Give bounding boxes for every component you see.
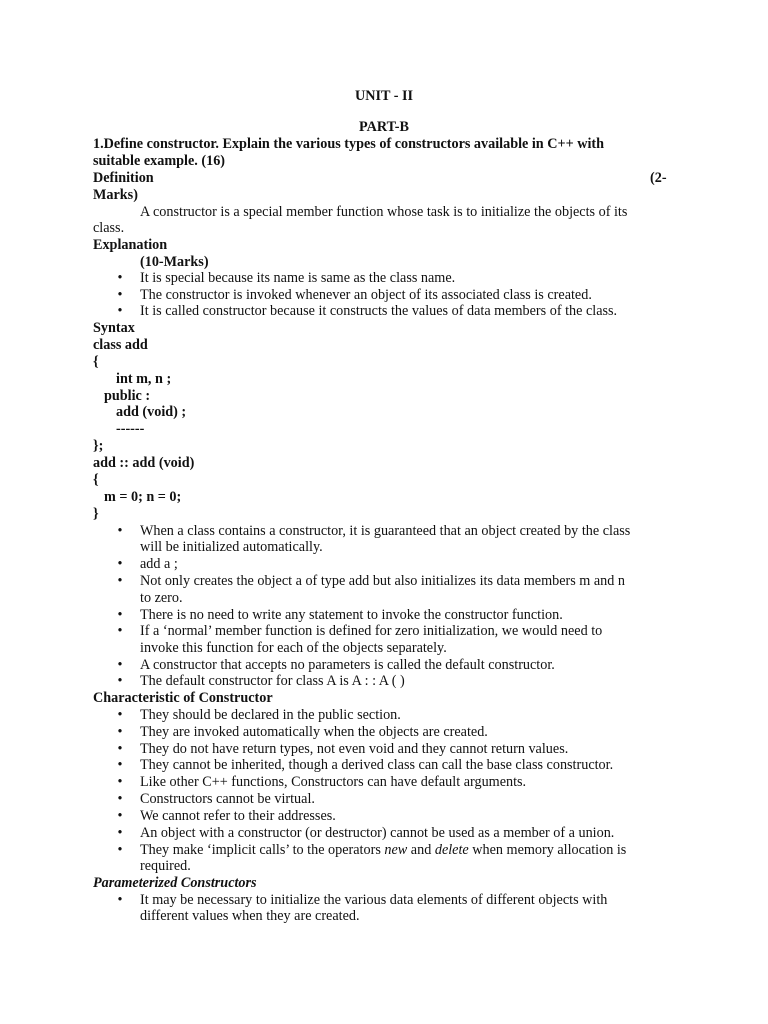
code-line: m = 0; n = 0; [104, 489, 182, 505]
bullet-marker: • [117, 270, 123, 286]
bullet-marker: • [117, 607, 123, 623]
bullet-marker: • [117, 892, 123, 908]
characteristic-item: They should be declared in the public section. [140, 707, 401, 723]
note-line: to zero. [140, 590, 183, 606]
code-line: { [93, 472, 99, 488]
explanation-point: It is called constructor because it constructs the values of data members of the class. [140, 303, 618, 319]
implicit-text-b: when memory allocation is [468, 842, 627, 858]
code-line: { [93, 354, 99, 370]
implicit-calls-line-2: required. [140, 858, 191, 874]
parameterized-heading: Parameterized Constructors [93, 875, 257, 891]
characteristic-item: An object with a constructor (or destructor) cannot be used as a member of a union. [140, 825, 615, 841]
question-line-1: 1.Define constructor. Explain the various types of constructors available in C++ with [93, 136, 605, 152]
question-line-2: suitable example. (16) [93, 153, 226, 169]
bullet-marker: • [117, 657, 123, 673]
definition-marks-b: Marks) [93, 187, 138, 203]
note-line: When a class contains a constructor, it is guaranteed that an object created by the class [140, 523, 631, 539]
bullet-marker: • [117, 791, 123, 807]
note-line: invoke this function for each of the objects separately. [140, 640, 447, 656]
explanation-point: It is special because its name is same as the class name. [140, 270, 456, 286]
delete-keyword: delete [434, 842, 469, 858]
code-line: class add [93, 337, 148, 353]
bullet-marker: • [117, 573, 123, 589]
explanation-marks: (10-Marks) [140, 254, 209, 270]
implicit-and: and [407, 842, 435, 858]
unit-title: UNIT - II [354, 88, 414, 104]
part-title: PART-B [359, 119, 409, 135]
bullet-marker: • [117, 303, 123, 319]
characteristic-item: They are invoked automatically when the objects are created. [140, 724, 488, 740]
param-line-1: It may be necessary to initialize the various data elements of different objects with [140, 892, 608, 908]
bullet-marker: • [117, 623, 123, 639]
code-line: }; [93, 438, 104, 454]
explanation-point: The constructor is invoked whenever an object of its associated class is created. [140, 287, 592, 303]
bullet-marker: • [117, 741, 123, 757]
code-line: public : [104, 388, 151, 404]
note-line: There is no need to write any statement to invoke the constructor function. [140, 607, 563, 623]
note-line: will be initialized automatically. [140, 539, 323, 555]
definition-text-1: A constructor is a special member function whose task is to initialize the objects of its [140, 204, 628, 220]
bullet-marker: • [117, 842, 123, 858]
implicit-calls-line [140, 842, 626, 859]
param-line-2: different values when they are created. [140, 908, 360, 924]
characteristic-item: They do not have return types, not even void and they cannot return values. [140, 741, 569, 757]
definition-heading: Definition [93, 170, 154, 186]
bullet-marker: • [117, 556, 123, 572]
characteristic-item: Like other C++ functions, Constructors can have default arguments. [140, 774, 527, 790]
note-line: add a ; [140, 556, 178, 572]
code-line: } [93, 506, 99, 522]
explanation-heading: Explanation [93, 237, 168, 253]
characteristic-heading: Characteristic of Constructor [93, 690, 273, 706]
new-keyword: new [384, 842, 408, 858]
implicit-text-a: They make ‘implicit calls’ to the operators [140, 842, 385, 858]
bullet-marker: • [117, 287, 123, 303]
syntax-heading: Syntax [93, 320, 135, 336]
bullet-marker: • [117, 808, 123, 824]
bullet-marker: • [117, 523, 123, 539]
note-line: A constructor that accepts no parameters is called the default constructor. [140, 657, 555, 673]
bullet-marker: • [117, 757, 123, 773]
code-line: add :: add (void) [93, 455, 195, 471]
note-line: If a ‘normal’ member function is defined for zero initialization, we would need to [140, 623, 603, 639]
bullet-marker: • [117, 707, 123, 723]
definition-text-2: class. [93, 220, 125, 236]
characteristic-item: We cannot refer to their addresses. [140, 808, 336, 824]
characteristic-item: Constructors cannot be virtual. [140, 791, 315, 807]
bullet-marker: • [117, 724, 123, 740]
note-line: The default constructor for class A is A : : A ( ) [140, 673, 405, 689]
code-line: ------ [116, 421, 145, 437]
characteristic-item: They cannot be inherited, though a derived class can call the base class constructor. [140, 757, 614, 773]
bullet-marker: • [117, 774, 123, 790]
note-line: Not only creates the object a of type add but also initializes its data members m and n [140, 573, 625, 589]
bullet-marker: • [117, 673, 123, 689]
code-line: add (void) ; [116, 404, 187, 420]
bullet-marker: • [117, 825, 123, 841]
definition-marks-a: (2- [650, 170, 667, 186]
code-line: int m, n ; [116, 371, 172, 387]
